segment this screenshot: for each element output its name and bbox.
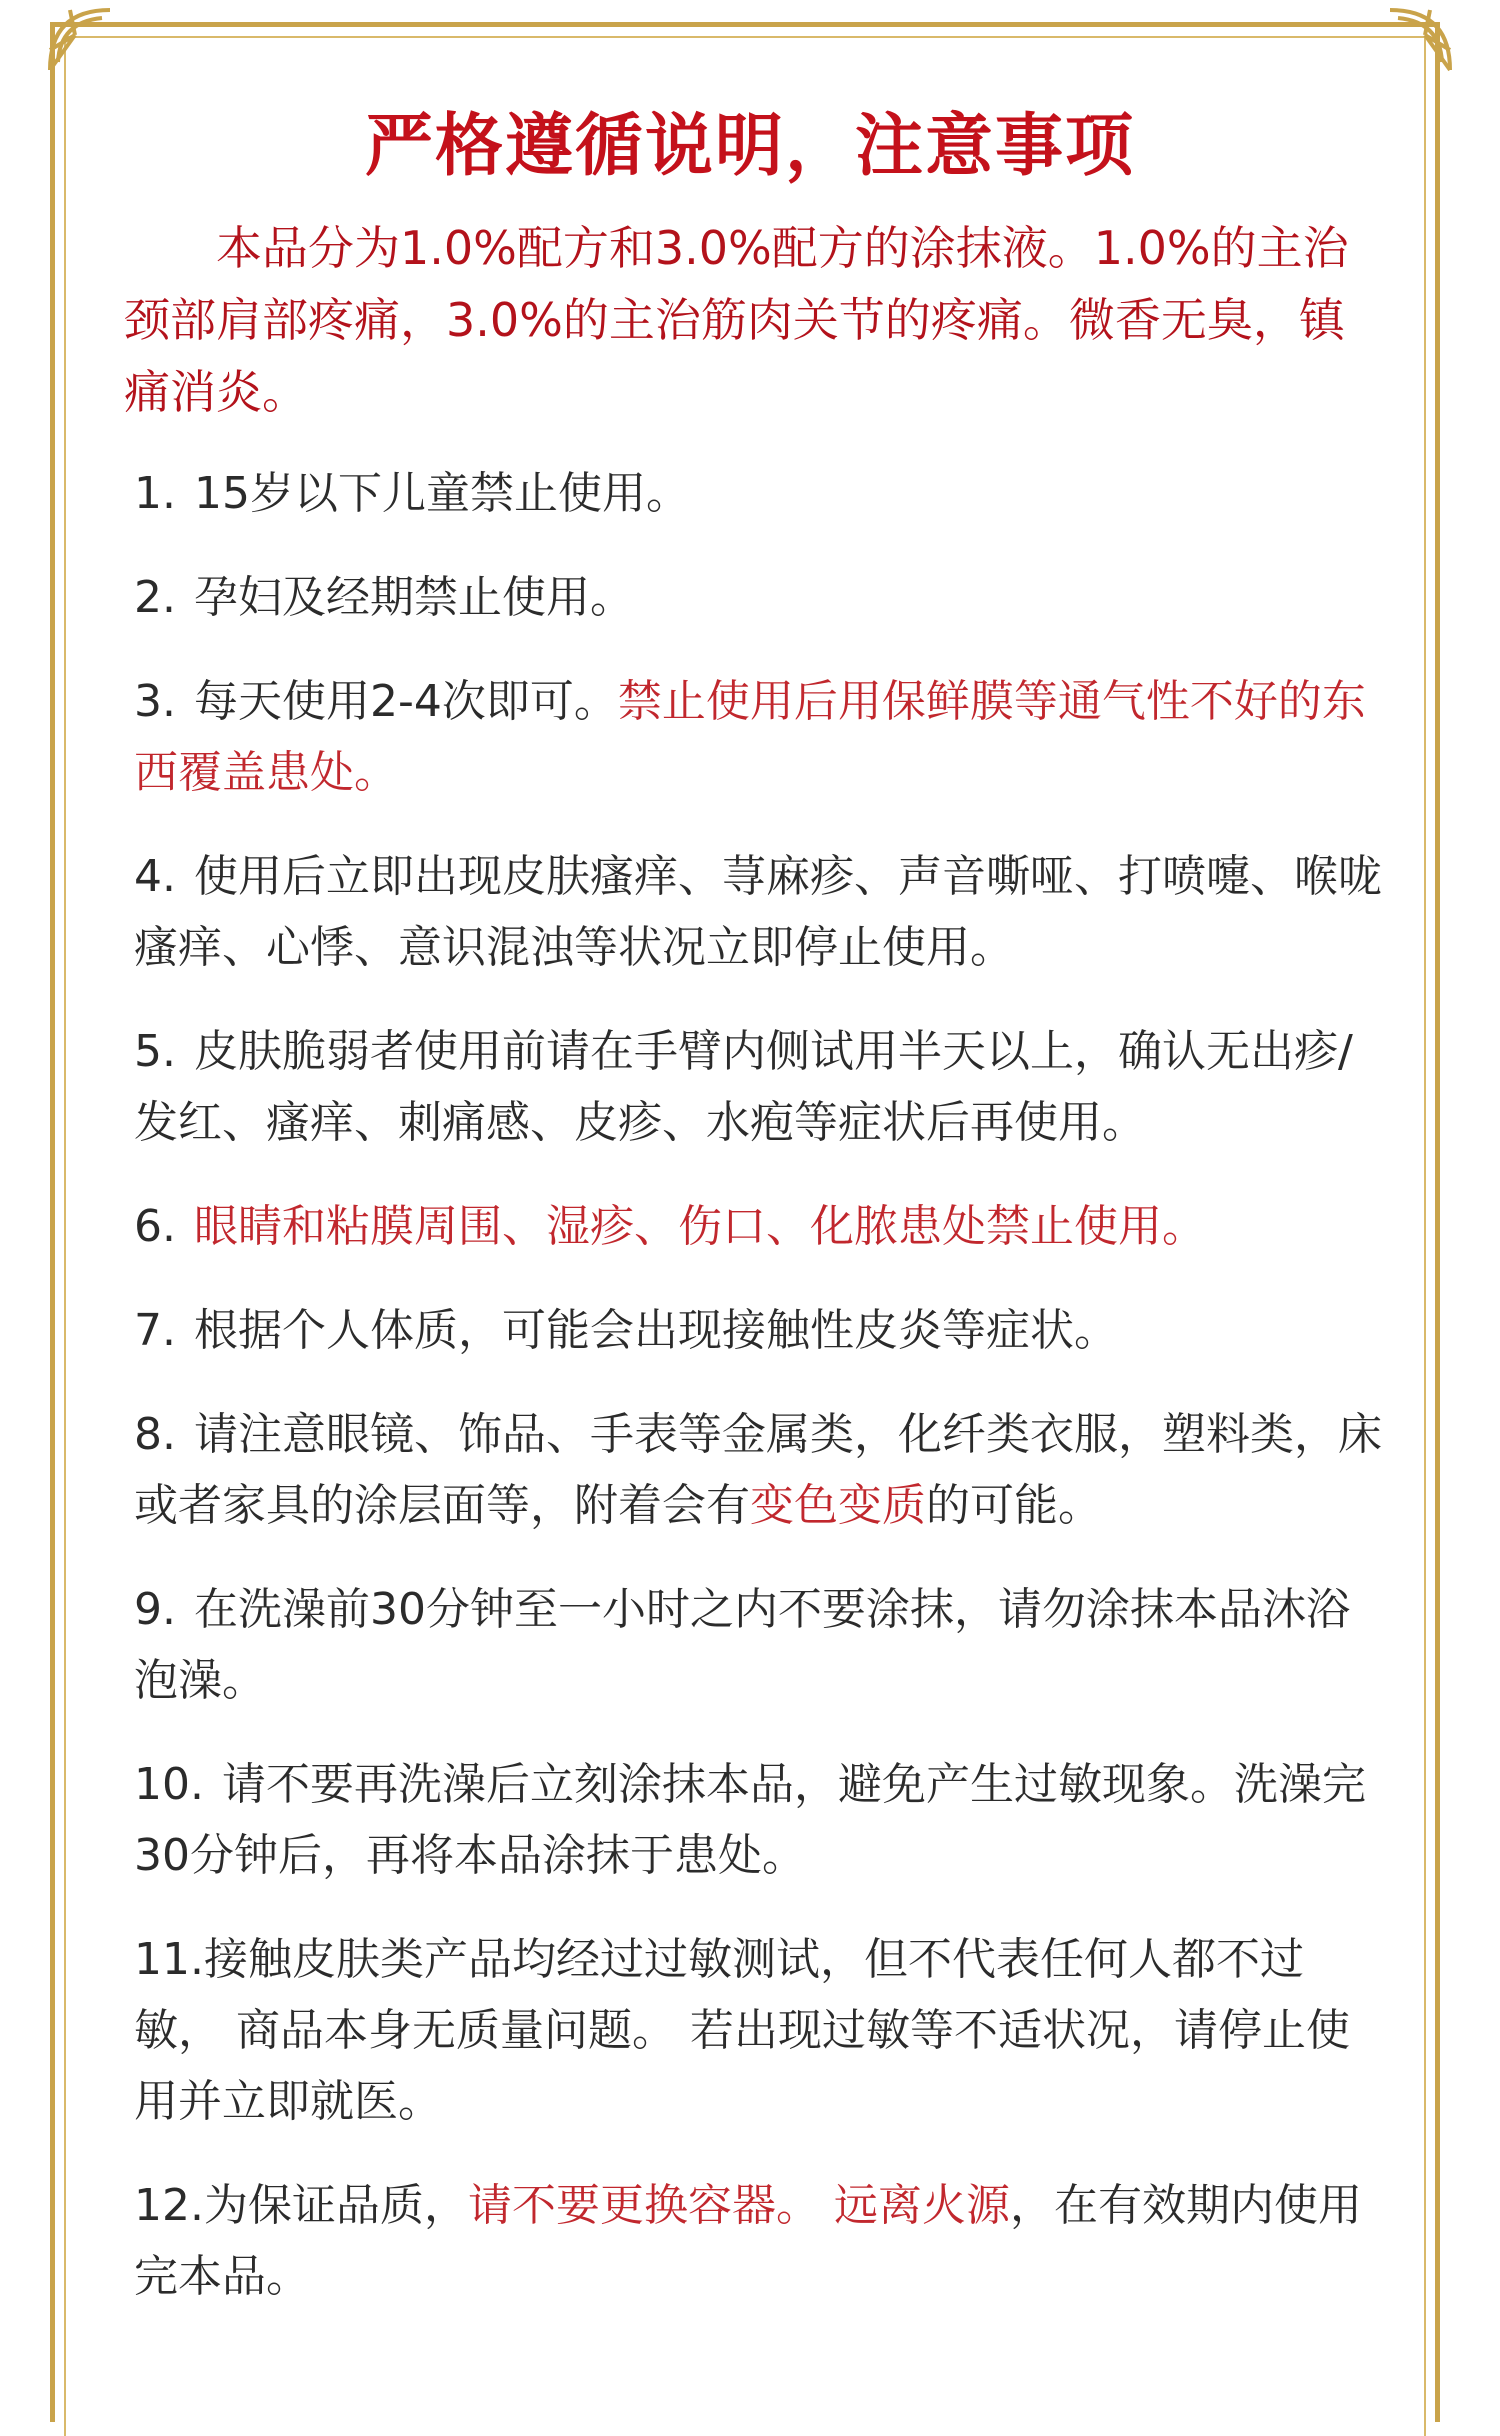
list-item (134, 1574, 1384, 1716)
list-item (134, 1749, 1384, 1891)
item-warning-text: 请不要更换容器。 远离火源 (467, 2180, 1010, 2231)
list-item (134, 2170, 1384, 2312)
item-number: 7. (134, 1305, 176, 1356)
item-number: 4. (134, 851, 176, 902)
item-number: 12. (134, 2180, 204, 2231)
item-text-tail: ，在有效期内使用完本品。 (134, 2180, 1362, 2302)
intro-paragraph: 本品分为1.0%配方和3.0%配方的涂抹液。1.0%的主治颈部肩部疼痛，3.0%的主治筋肉关节的疼痛。微香无臭，镇痛消炎。 (124, 221, 1349, 419)
shell-corner-left-icon (40, 0, 130, 90)
item-text: 15岁以下儿童禁止使用。 (193, 468, 690, 519)
item-warning-text: 眼睛和粘膜周围、湿疹、伤口、化脓患处禁止使用。 (193, 1201, 1206, 1252)
item-text: 接触皮肤类产品均经过过敏测试，但不代表任何人都不过敏， 商品本身无质量问题。 若出现过敏等不适状况，请停止使用并立即就医。 (134, 1934, 1350, 2127)
item-number: 5. (134, 1026, 176, 1077)
item-text: 请注意眼镜、饰品、手表等金属类，化纤类衣服，塑料类，床或者家具的涂层面等，附着会有 (134, 1409, 1382, 1531)
item-number: 3. (134, 676, 176, 727)
item-text: 在洗澡前30分钟至一小时之内不要涂抹，请勿涂抹本品沐浴泡澡。 (134, 1584, 1350, 1706)
item-text: 根据个人体质，可能会出现接触性皮炎等症状。 (193, 1305, 1118, 1356)
item-number: 11. (134, 1934, 204, 1985)
list-item (134, 1295, 1384, 1366)
item-text: 皮肤脆弱者使用前请在手臂内侧试用半天以上，确认无出疹/发红、瘙痒、刺痛感、皮疹、水疱等症状后再使用。 (134, 1026, 1353, 1148)
item-number: 1. (134, 468, 176, 519)
item-warning-text: 变色变质 (750, 1480, 926, 1531)
list-item (134, 1924, 1384, 2137)
list-item (134, 562, 1384, 633)
item-text: 孕妇及经期禁止使用。 (193, 572, 634, 623)
list-item (134, 1191, 1384, 1262)
page-title: 严格遵循说明，注意事项 (364, 107, 1135, 186)
list-item (134, 458, 1384, 529)
item-text: 为保证品质， (203, 2180, 468, 2231)
item-number: 8. (134, 1409, 176, 1460)
item-warning-text: 禁止使用后用保鲜膜等通气性不好的东西覆盖患处。 (134, 676, 1366, 798)
item-text: 每天使用2-4次即可。 (193, 676, 618, 727)
list-item (134, 1016, 1384, 1158)
list-item (134, 666, 1384, 808)
list-item (134, 841, 1384, 983)
item-number: 10. (134, 1759, 204, 1810)
item-number: 9. (134, 1584, 176, 1635)
list-item (134, 1399, 1384, 1541)
item-number: 2. (134, 572, 176, 623)
item-text: 使用后立即出现皮肤瘙痒、荨麻疹、声音嘶哑、打喷嚏、喉咙瘙痒、心悸、意识混浊等状况立即停止使用。 (134, 851, 1382, 973)
item-number: 6. (134, 1201, 176, 1252)
item-text-tail: 的可能。 (926, 1480, 1102, 1531)
item-text: 请不要再洗澡后立刻涂抹本品，避免产生过敏现象。洗澡完30分钟后，再将本品涂抹于患处。 (134, 1759, 1366, 1881)
shell-corner-right-icon (1370, 0, 1460, 90)
precautions-list (134, 458, 1384, 2345)
